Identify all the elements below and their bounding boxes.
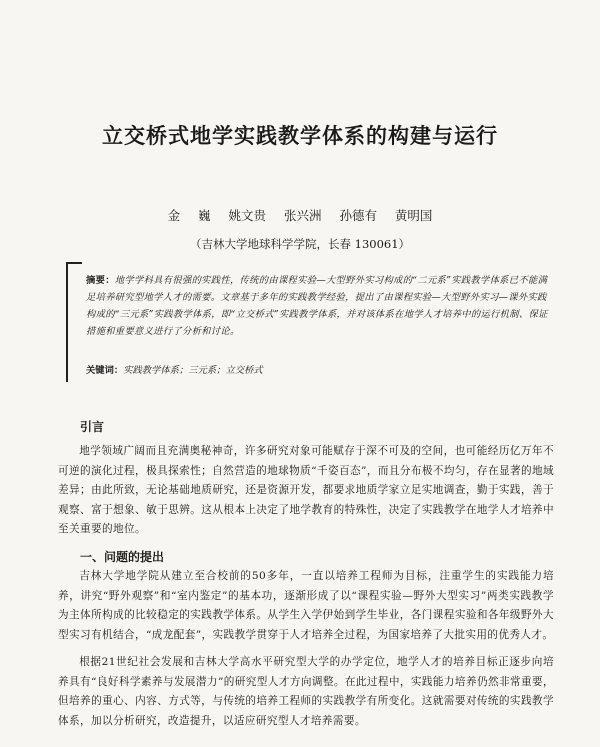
affiliation: （吉林大学地球科学学院，长春 130061） bbox=[189, 237, 411, 251]
keywords-label: 关键词： bbox=[86, 365, 124, 376]
section-1-heading: 一、问题的提出 bbox=[80, 550, 165, 564]
intro-paragraph: 地学领域广阔而且充满奥秘神奇，许多研究对象可能赋存于深不可及的空间，也可能经历亿万年不可逆的演化过程，极具探索性；自然营造的地球物质“千姿百态”，而且分布极不均匀，存在显著的地域差异；由此所致，无论基础地质研究，还是资源开发，都要求地质学家立足实地调查，勤于实践，善于观察、富于想象、敏于思辨。这从根本上决定了地学教育的特殊性，决定了实践教学在地学人才培养中至关重要的地位。 bbox=[58, 445, 554, 535]
abstract-label: 摘要： bbox=[86, 275, 115, 286]
abstract-corner-bracket bbox=[66, 262, 82, 278]
paper-title: 立交桥式地学实践教学体系的构建与运行 bbox=[102, 123, 498, 148]
abstract-text: 地学学科具有很强的实践性，传统的由课程实验—大型野外实习构成的“二元系”实践教学体系已不能满足培养研究型地学人才的需要。文章基于多年的实践教学经验，提出了由课程实验—大型野外实习—课外实践构成的“三元系”实践教学体系，即“立交桥式”实践教学体系，并对该体系在地学人才培养中的运行机制、保证措施和重要意义进行了分析和讨论。 bbox=[86, 275, 548, 337]
abstract bbox=[86, 272, 554, 340]
author-list: 金 巍 姚文贵 张兴洲 孙德有 黄明国 bbox=[167, 208, 433, 223]
section-1-paragraph-2: 根据21世纪社会发展和吉林大学高水平研究型大学的办学定位，地学人才的培养目标正逐步向培养具有“良好科学素养与发展潜力”的研究型人才方向调整。在此过程中，实践能力培养仍然非常重要，但培养的重心、内容、方式等，与传统的培养工程师的实践教学有所变化。这就需要对传统的实践教学体系，加以分析研究，改造提升，以适应研究型人才培养需要。 bbox=[58, 656, 554, 727]
keywords-text: 实践教学体系；三元系；立交桥式 bbox=[123, 365, 263, 376]
intro-heading: 引言 bbox=[80, 420, 105, 434]
abstract-left-rule bbox=[66, 262, 68, 382]
keywords bbox=[86, 362, 556, 376]
section-1-paragraph-1: 吉林大学地学院从建立至合校前的50多年，一直以培养工程师为目标，注重学生的实践能力培养，讲究“野外观察”和“室内鉴定”的基本功，逐渐形成了以“课程实验—野外大型实习”两类实践教学为主体所构成的比较稳定的实践教学体系。从学生入学伊始到学生毕业，各门课程实验和各年级野外大型实习有机结合，“成龙配套”，实践教学贯穿于人才培养全过程，为国家培养了大批实用的优秀人才。 bbox=[58, 570, 554, 641]
